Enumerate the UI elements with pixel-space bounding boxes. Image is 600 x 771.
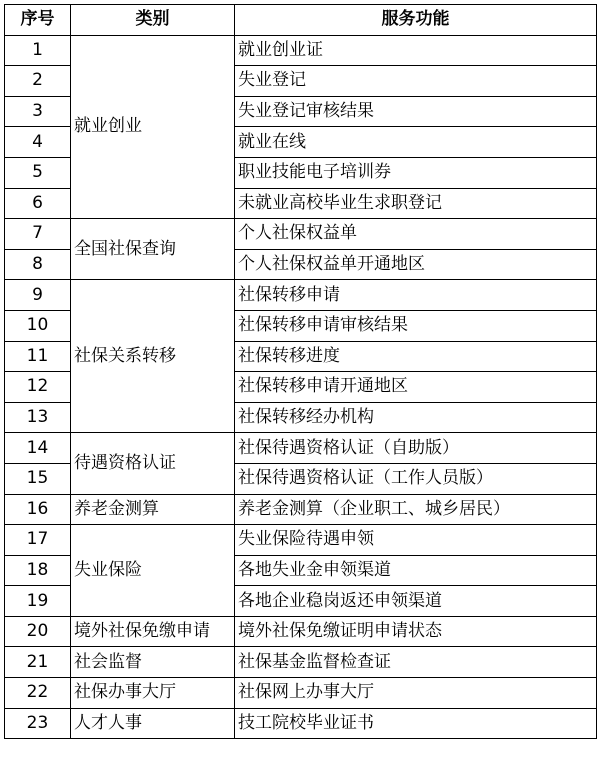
service-cell: 社保转移经办机构: [235, 402, 597, 433]
table-row: [5, 433, 597, 464]
service-cell: 社保基金监督检查证: [235, 647, 597, 678]
row-number: 15: [5, 463, 71, 494]
service-cell: 社保转移进度: [235, 341, 597, 372]
header-number: 序号: [5, 5, 71, 36]
service-cell: 社保待遇资格认证（自助版）: [235, 433, 597, 464]
row-number: 14: [5, 433, 71, 464]
table-row: [5, 280, 597, 311]
category-cell: 就业创业: [71, 35, 235, 219]
service-cell: 各地失业金申领渠道: [235, 555, 597, 586]
category-cell: 全国社保查询: [71, 219, 235, 280]
service-cell: 个人社保权益单开通地区: [235, 249, 597, 280]
row-number: 20: [5, 616, 71, 647]
row-number: 11: [5, 341, 71, 372]
service-table: [4, 4, 597, 739]
row-number: 23: [5, 708, 71, 739]
service-cell: 各地企业稳岗返还申领渠道: [235, 586, 597, 617]
table-row: [5, 494, 597, 525]
row-number: 18: [5, 555, 71, 586]
row-number: 12: [5, 372, 71, 403]
row-number: 22: [5, 678, 71, 709]
service-cell: 失业登记审核结果: [235, 96, 597, 127]
table-row: [5, 525, 597, 556]
header-category: 类别: [71, 5, 235, 36]
service-cell: 社保转移申请: [235, 280, 597, 311]
table-row: [5, 678, 597, 709]
table-body: [5, 35, 597, 739]
row-number: 9: [5, 280, 71, 311]
header-service: 服务功能: [235, 5, 597, 36]
category-cell: 失业保险: [71, 525, 235, 617]
category-cell: 境外社保免缴申请: [71, 616, 235, 647]
table-row: [5, 219, 597, 250]
category-cell: 社会监督: [71, 647, 235, 678]
row-number: 6: [5, 188, 71, 219]
service-cell: 个人社保权益单: [235, 219, 597, 250]
row-number: 7: [5, 219, 71, 250]
row-number: 21: [5, 647, 71, 678]
row-number: 3: [5, 96, 71, 127]
row-number: 16: [5, 494, 71, 525]
service-cell: 社保转移申请审核结果: [235, 310, 597, 341]
service-cell: 未就业高校毕业生求职登记: [235, 188, 597, 219]
category-cell: 社保办事大厅: [71, 678, 235, 709]
row-number: 8: [5, 249, 71, 280]
table-row: [5, 708, 597, 739]
category-cell: 养老金测算: [71, 494, 235, 525]
table-row: [5, 35, 597, 66]
table-row: [5, 647, 597, 678]
service-cell: 失业登记: [235, 66, 597, 97]
row-number: 2: [5, 66, 71, 97]
row-number: 17: [5, 525, 71, 556]
row-number: 19: [5, 586, 71, 617]
category-cell: 人才人事: [71, 708, 235, 739]
row-number: 4: [5, 127, 71, 158]
service-cell: 社保待遇资格认证（工作人员版）: [235, 463, 597, 494]
service-cell: 社保转移申请开通地区: [235, 372, 597, 403]
service-cell: 职业技能电子培训券: [235, 157, 597, 188]
service-cell: 就业在线: [235, 127, 597, 158]
header-row: [5, 5, 597, 36]
row-number: 1: [5, 35, 71, 66]
row-number: 10: [5, 310, 71, 341]
service-cell: 技工院校毕业证书: [235, 708, 597, 739]
category-cell: 社保关系转移: [71, 280, 235, 433]
table-row: [5, 616, 597, 647]
row-number: 5: [5, 157, 71, 188]
service-cell: 养老金测算（企业职工、城乡居民）: [235, 494, 597, 525]
service-cell: 失业保险待遇申领: [235, 525, 597, 556]
service-cell: 社保网上办事大厅: [235, 678, 597, 709]
service-cell: 就业创业证: [235, 35, 597, 66]
row-number: 13: [5, 402, 71, 433]
category-cell: 待遇资格认证: [71, 433, 235, 494]
service-cell: 境外社保免缴证明申请状态: [235, 616, 597, 647]
